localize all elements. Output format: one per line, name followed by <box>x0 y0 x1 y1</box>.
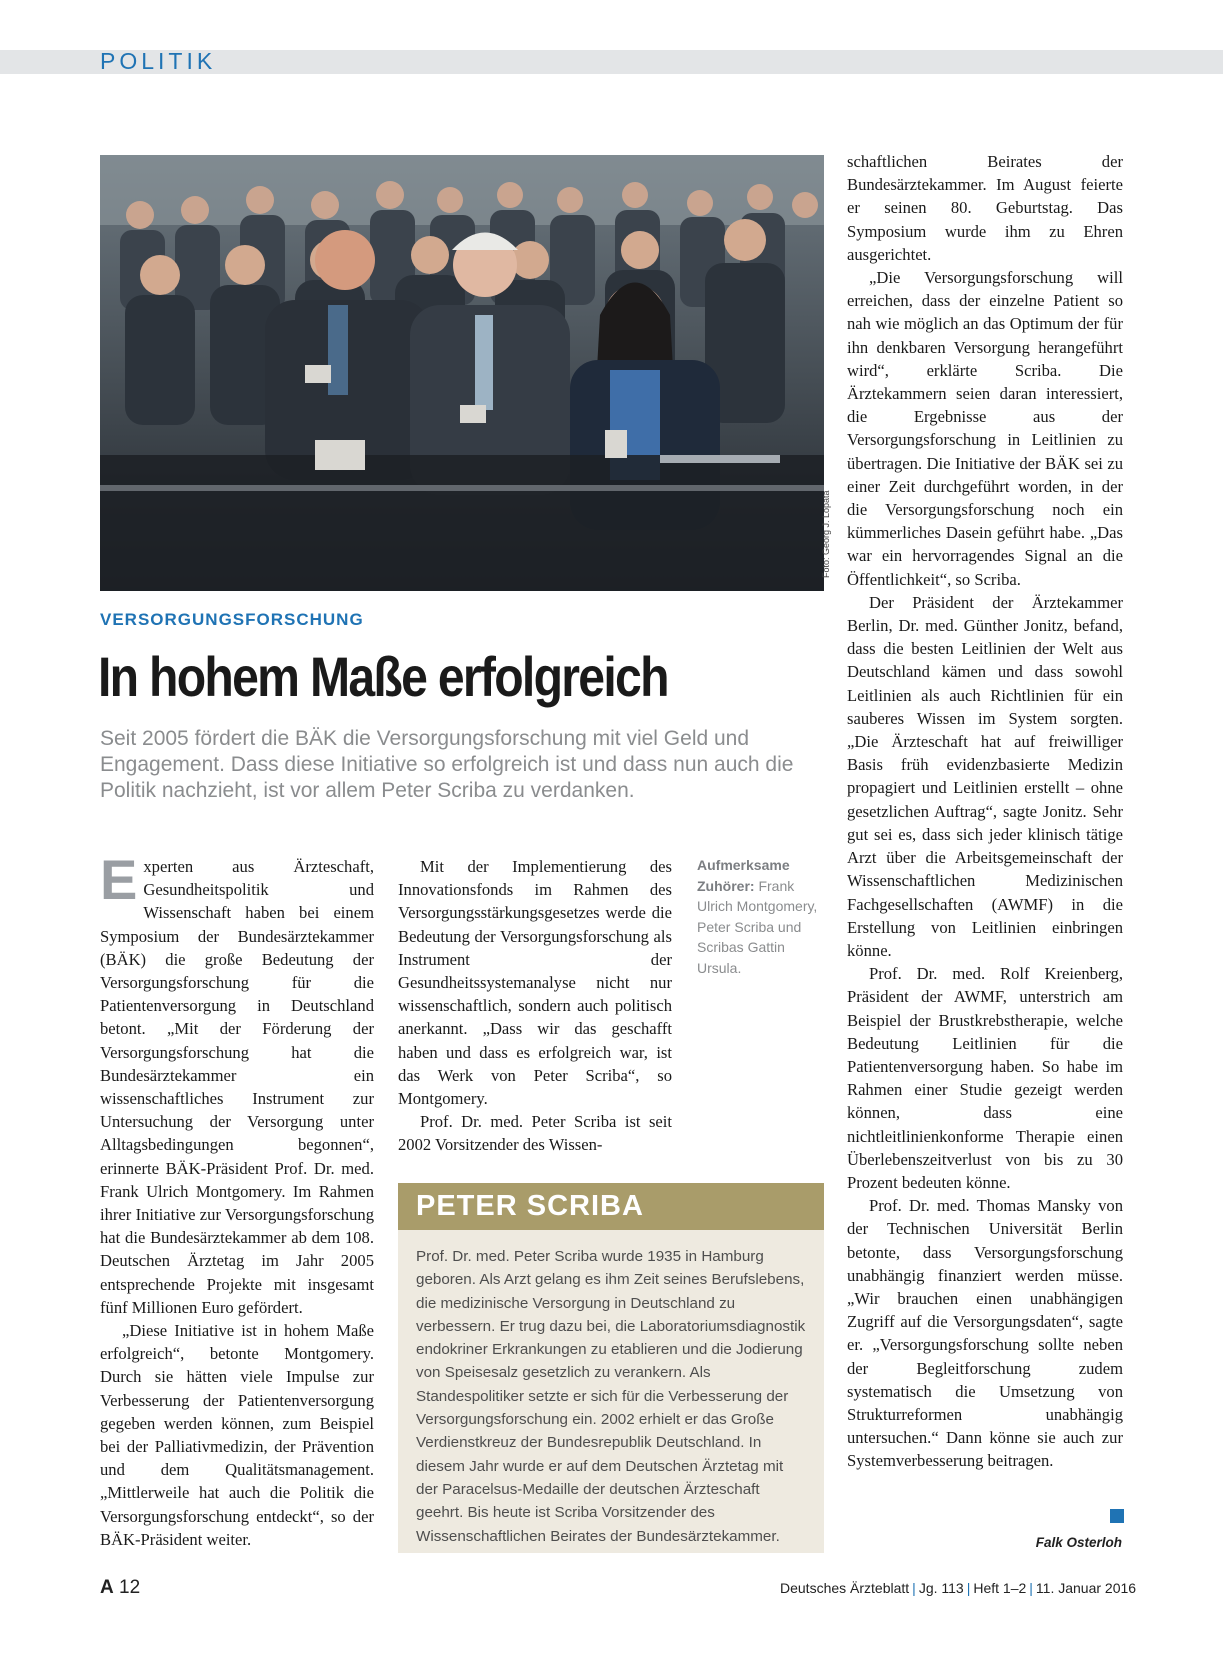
article-paragraph: Prof. Dr. med. Peter Scriba ist seit 2002 Vorsitzender des Wissen- <box>398 1112 672 1155</box>
article-column-2 <box>398 855 672 1157</box>
article-column-1 <box>100 848 374 1551</box>
page-number <box>100 1577 140 1599</box>
journal-name: Deutsches Ärzteblatt <box>780 1580 910 1596</box>
article-paragraph: Der Präsident der Ärztekammer Berlin, Dr. med. Günther Jonitz, befand, dass die besten Leitlinien der Welt aus Deutschland kämen und dass sowohl Leitlinien als auch Richtlinien für ein sauberes Wissen im System sorgten. „Die Ärzteschaft hat auf freiwilliger Basis früh evidenzbasierte Medizin propagiert und Leitlinien erstellt – ohne gesetzlichen Auftrag“, sagte Jonitz. Sehr gut sei es, dass sich jeder klinisch tätige Arzt über die Arbeitsgemeinschaft der Wissenschaftlichen Medizinischen Fachgesellschaften (AWMF) in die Erstellung von Leitlinien einbringen könne. <box>847 592 1123 960</box>
audience-illustration <box>100 155 824 591</box>
photo-credit: Foto: Georg J. Lopata <box>821 490 831 578</box>
journal-volume: Jg. 113 <box>918 1580 964 1596</box>
journal-issue: Heft 1–2 <box>973 1580 1027 1596</box>
article-lead: Seit 2005 fördert die BÄK die Versorgungsforschung mit viel Geld und Engagement. Dass diese Initiative so erfolgreich ist und dass nun auch die Politik nachzieht, ist vor allem Peter Scriba zu verdanken. <box>100 727 794 802</box>
article-paragraph: Experten aus Ärzteschaft, Gesundheitspolitik und Wissenschaft haben bei einem Symposium der Bundesärztekammer (BÄK) die große Bedeutung der Versorgungsforschung für die Patientenversorgung in Deutschland betont. „Mit der Förderung der Versorgungsforschung hat die Bundesärztekammer ein wissenschaftliches Instrument zur Untersuchung der Versorgung unter Alltagsbedingungen begonnen“, erinnerte BÄK-Präsident Prof. Dr. med. Frank Ulrich Montgomery. Im Rahmen ihrer Initiative zur Versorgungsforschung hat die Bundesärztekammer ab dem 108. Deutschen Ärztetag im Jahr 2005 entsprechende Projekte mit insgesamt fünf Millionen Euro gefördert. <box>100 848 374 1317</box>
drop-cap: E <box>100 848 138 911</box>
end-marker <box>1110 1509 1124 1523</box>
issue-date: 11. Januar 2016 <box>1035 1580 1137 1596</box>
section-label: POLITIK <box>100 48 217 74</box>
info-box-header <box>398 1183 824 1230</box>
audience-photo <box>100 155 824 591</box>
info-box-text: Prof. Dr. med. Peter Scriba wurde 1935 in Hamburg geboren. Als Arzt gelang es ihm Zeit seines Berufslebens, die medizinische Versorgung in Deutschland zu verbessern. Er trug dazu bei, die Laboratoriumsdiagnostik endokriner Erkrankungen zu etablieren und die Jodierung von Speisesalz gesetzlich zu verankern. Als Standespolitiker setzte er sich für die Verbesserung der Versorgungsforschung ein. 2002 erhielt er das Große Verdienstkreuz der Bundesrepublik Deutschland. In diesem Jahr wurde er auf dem Deutschen Ärztetag mit der Paracelsus-Medaille der deutschen Ärzteschaft geehrt. Bis heute ist Scriba Vorsitzender des Wissenschaftlichen Beirates der Bundesärztekammer. <box>416 1248 806 1545</box>
article-paragraph: Prof. Dr. med. Rolf Kreienberg, Präsident der AWMF, unterstrich am Beispiel der Brustkrebstherapie, welche Bedeutung Leitlinien für die Patientenversorgung haben. So habe im Rahmen einer Studie gezeigt werden können, dass eine nichtleitlinienkonforme Therapie einen Überlebenszeitverlust von bis zu 30 Prozent bedeuten könne. <box>847 964 1123 1192</box>
page-number-value: 12 <box>119 1577 141 1598</box>
footer-publication-info: Deutsches Ärzteblatt | Jg. 113 | Heft 1–2 | 11. Januar 2016 <box>780 1580 1137 1596</box>
article-headline: In hohem Maße erfolgreich <box>98 645 668 708</box>
photo-caption <box>697 855 823 978</box>
article-column-3 <box>847 150 1123 1473</box>
page-prefix: A <box>100 1577 114 1598</box>
info-box <box>398 1183 824 1553</box>
article-paragraph: schaftlichen Beirates der Bundesärztekammer. Im August feierte er seinen 80. Geburtstag. Das Symposium wurde ihm zu Ehren ausgerichtet. <box>847 152 1123 264</box>
info-box-title: PETER SCRIBA <box>416 1190 644 1222</box>
article-paragraph: Prof. Dr. med. Thomas Mansky von der Technischen Universität Berlin betonte, dass Versorgungsforschung unabhängig finanziert werden müsse. „Wir brauchen einen unabhängigen Zugriff auf die Versorgungsdaten“, sagte er. „Versorgungsforschung sollte neben der Begleitforschung zudem systematisch die Umsetzung von Strukturreformen unabhängig untersuchen.“ Dann könne sie auch zur Systemverbesserung beitragen. <box>847 1196 1123 1471</box>
article-kicker: VERSORGUNGSFORSCHUNG <box>100 610 364 629</box>
caption-text: Frank Ulrich Montgomery, Peter Scriba und Scribas Gattin Ursula. <box>697 877 818 976</box>
article-paragraph: „Die Versorgungsforschung will erreichen, dass der einzelne Patient so nah wie möglich an das Optimum der für ihn denkbaren Versorgung herangeführt wird“, erklärte Scriba. Die Ärztekammern seien daran interessiert, die Ergebnisse aus der Versorgungsforschung in Leitlinien zu übertragen. Die Initiative der BÄK sei zu einer Zeit durchgeführt worden, in der die Versorgungsforschung noch ein kümmerliches Dasein geführt habe. „Das war ein hervorragendes Signal an die Öffentlichkeit“, so Scriba. <box>847 268 1123 589</box>
article-author: Falk Osterloh <box>1035 1535 1122 1550</box>
article-paragraph: Mit der Implementierung des Innovationsfonds im Rahmen des Versorgungsstärkungsgesetzes werde die Bedeutung der Versorgungsforschung als Instrument der Gesundheitssystemanalyse nicht nur wissenschaftlich, sondern auch politisch anerkannt. „Dass wir das geschafft haben und dass es erfolgreich war, ist das Werk von Peter Scriba“, so Montgomery. <box>398 857 672 1109</box>
caption-title: Aufmerksame Zuhörer: <box>697 857 790 894</box>
article-paragraph: „Diese Initiative ist in hohem Maße erfolgreich“, betonte Montgomery. Durch sie hätten viele Impulse zur Verbesserung der Patientenversorgung gegeben werden können, zum Beispiel bei der Palliativmedizin, der Prävention und dem Qualitätsmanagement. „Mittlerweile hat auch die Politik die Versorgungsforschung entdeckt“, so der BÄK-Präsident weiter. <box>100 1321 374 1549</box>
